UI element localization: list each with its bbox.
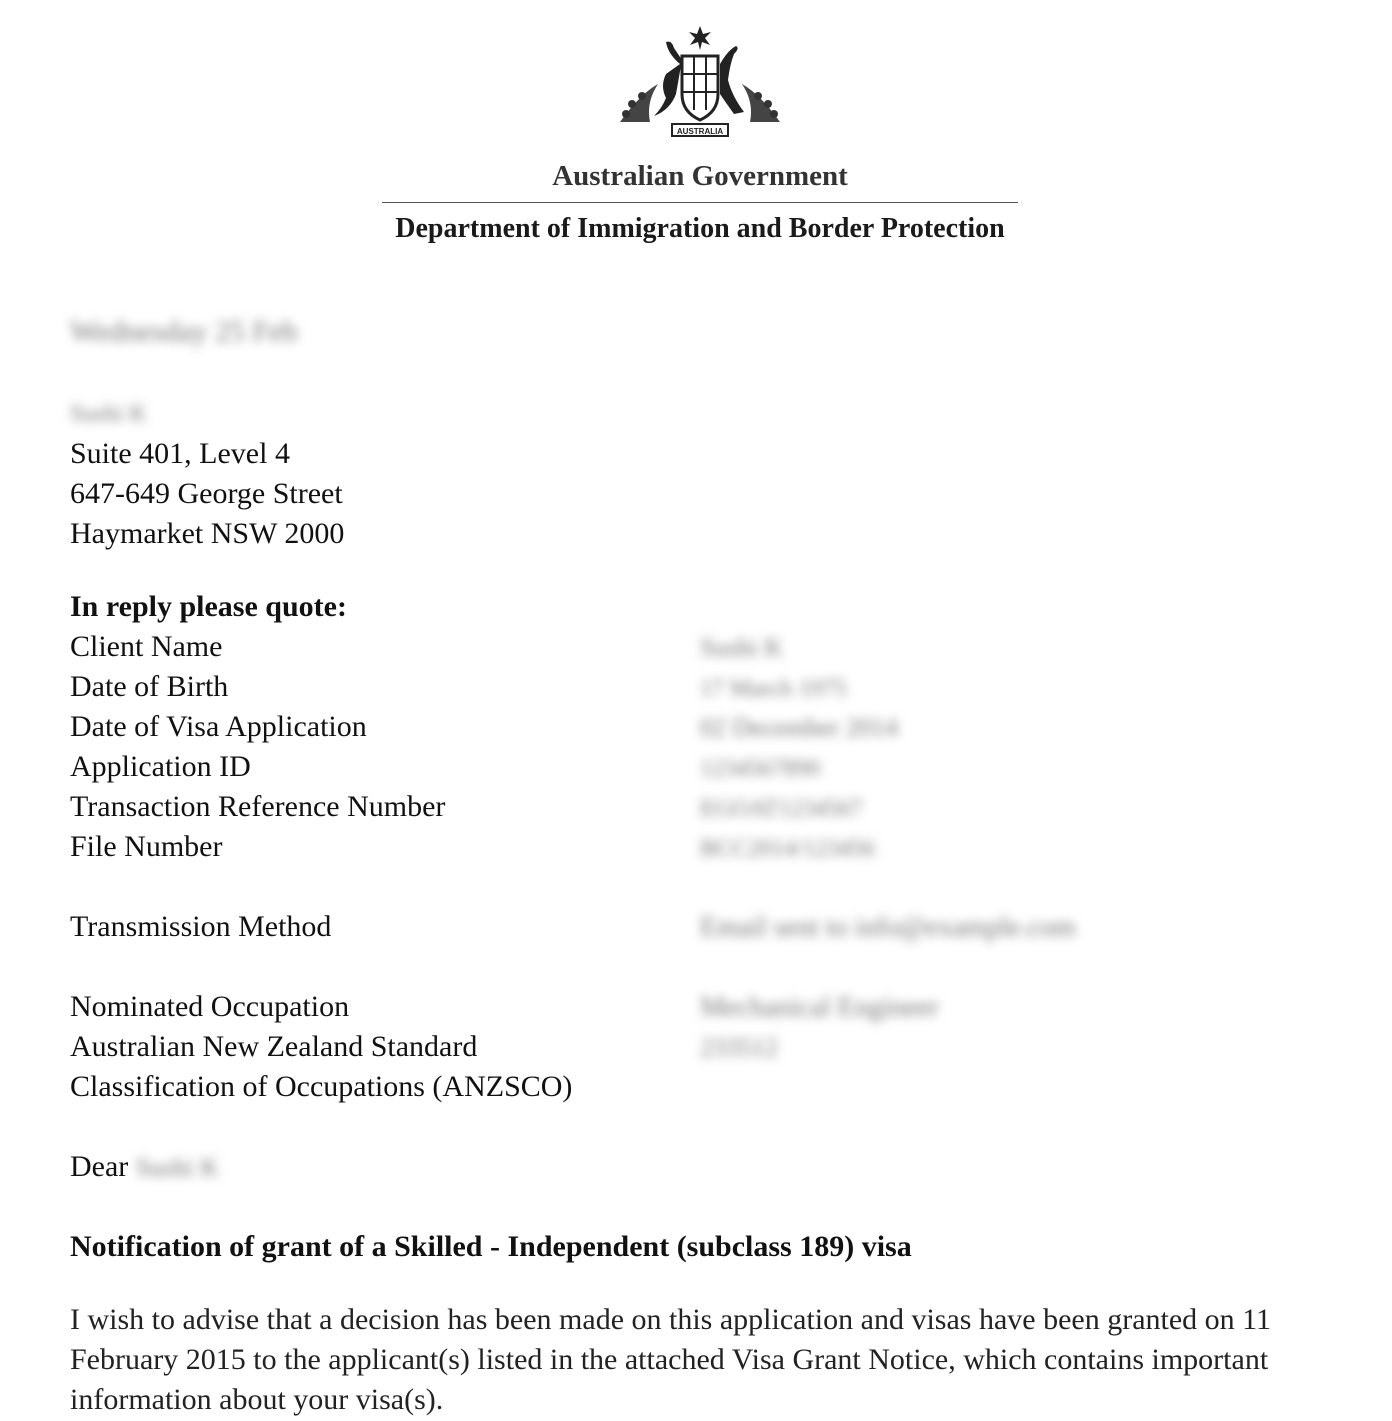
government-title: Australian Government: [552, 160, 848, 192]
visa-application-date-label: Date of Visa Application: [70, 710, 367, 743]
reply-heading: In reply please quote:: [70, 590, 347, 623]
occupation-value: [700, 987, 939, 1028]
occupation-label: Nominated Occupation: [70, 990, 350, 1023]
redacted-value: Mechanical Engineer: [700, 992, 939, 1023]
address-line-3: Haymarket NSW 2000: [70, 517, 345, 550]
redacted-value: 02 December 2014: [700, 713, 898, 742]
addressee-name: [70, 392, 147, 434]
redacted-value: Sushi K: [700, 633, 784, 662]
redacted-value: BCC2014/123456: [700, 836, 875, 862]
transaction-ref-label: Transaction Reference Number: [70, 790, 446, 823]
anzsco-label-line-2: Classification of Occupations (ANZSCO): [70, 1070, 573, 1103]
transaction-ref-value: [700, 787, 863, 829]
redacted-addressee: Sushi K: [70, 401, 147, 427]
visa-application-date-value: [700, 707, 898, 748]
transmission-label: Transmission Method: [70, 910, 332, 943]
file-number-value: [700, 827, 875, 869]
letter-date: [70, 312, 298, 352]
redacted-value: 1234567890: [700, 756, 820, 782]
letter-subject: Notification of grant of a Skilled - Independent (subclass 189) visa: [70, 1230, 912, 1263]
anzsco-label-line-1: Australian New Zealand Standard: [70, 1030, 478, 1063]
svg-text:AUSTRALIA: AUSTRALIA: [676, 127, 724, 136]
redacted-date: Wednesday 25 Feb: [70, 315, 298, 348]
client-name-label: Client Name: [70, 630, 223, 663]
body-paragraph: I wish to advise that a decision has been made on this application and visas have been granted on 11 February 2015 to the applicant(s) listed in the attached Visa Grant Notice, which contains important information about your visa(s).: [70, 1303, 1272, 1416]
address-line-2: 647-649 George Street: [70, 477, 343, 510]
anzsco-value: [700, 1027, 778, 1068]
department-title: Department of Immigration and Border Protection: [395, 213, 1005, 244]
client-name-value: [700, 627, 783, 668]
coat-of-arms-icon: [610, 24, 790, 154]
application-id-label: Application ID: [70, 750, 251, 783]
salutation-prefix: Dear: [70, 1150, 129, 1183]
file-number-label: File Number: [70, 830, 223, 863]
header-divider: [382, 202, 1018, 203]
dob-label: Date of Birth: [70, 670, 229, 703]
redacted-value: EGOAT1234567: [700, 796, 863, 822]
salutation: [70, 1147, 219, 1188]
redacted-value: 233512: [700, 1033, 778, 1062]
redacted-value: 17 March 1975: [700, 676, 847, 702]
transmission-value: [700, 907, 1076, 948]
application-id-value: [700, 747, 820, 789]
dob-value: [700, 667, 847, 709]
redacted-salutation-name: Sushi K: [135, 1153, 219, 1182]
redacted-value: Email sent to info@example.com: [700, 912, 1076, 943]
address-line-1: Suite 401, Level 4: [70, 437, 290, 470]
